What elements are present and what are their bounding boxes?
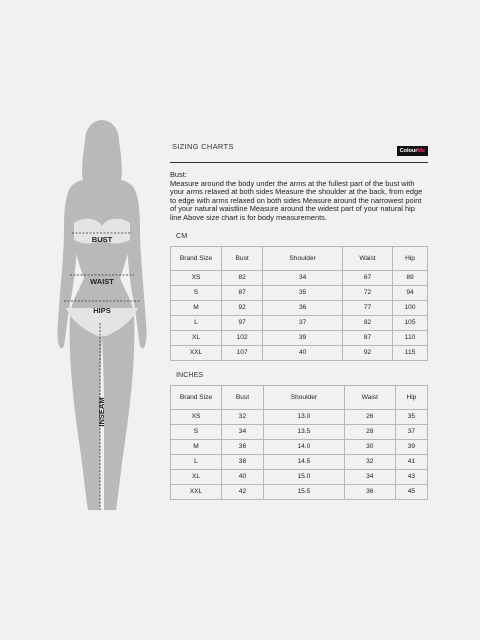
- column-header: Brand Size: [171, 385, 222, 409]
- table-cell: 26: [344, 409, 395, 424]
- table-cell: 39: [263, 330, 343, 345]
- table-cell: 115: [393, 345, 428, 360]
- table-cell: 36: [344, 484, 395, 499]
- table-row: [171, 270, 428, 285]
- table-cell: 45: [395, 484, 427, 499]
- inseam-label: INSEAM: [97, 397, 106, 427]
- instructions-label: Bust:: [170, 170, 187, 179]
- table-cell: 28: [344, 424, 395, 439]
- column-header: Shoulder: [263, 246, 343, 270]
- table-cell: 34: [222, 424, 264, 439]
- table-cell: 38: [222, 454, 264, 469]
- table-cell: 13.5: [263, 424, 344, 439]
- table-cell: XL: [171, 330, 222, 345]
- table-cell: 13.0: [263, 409, 344, 424]
- table-cell: 82: [342, 315, 392, 330]
- column-header: Hip: [395, 385, 427, 409]
- table-cell: 14.0: [263, 439, 344, 454]
- table-header-row: [171, 385, 428, 409]
- cm-size-table: [170, 246, 428, 361]
- table-cell: L: [171, 454, 222, 469]
- sizing-panel: [170, 142, 428, 500]
- table-cell: 107: [222, 345, 263, 360]
- table-cell: 34: [263, 270, 343, 285]
- logo-accent-text: Me: [417, 148, 425, 154]
- bust-label: BUST: [91, 235, 113, 244]
- table-row: [171, 300, 428, 315]
- table-cell: S: [171, 285, 222, 300]
- table-cell: 35: [263, 285, 343, 300]
- table-cell: 40: [222, 469, 264, 484]
- table-cell: 94: [393, 285, 428, 300]
- instructions-text: Measure around the body under the arms at the fullest part of the bust with your arms relaxed at both sides Measure the shoulder at the back, from edge to edge with arms relaxed on both sides Measure around the narrowest point of your natural waistline Measure around the widest part of your natural hip line Above size chart is for body measurements.: [170, 178, 423, 222]
- table-cell: 102: [222, 330, 263, 345]
- body-figure: [52, 118, 164, 518]
- table-row: [171, 484, 428, 499]
- waist-label: WAIST: [90, 277, 114, 286]
- table-cell: XXL: [171, 484, 222, 499]
- table-cell: 67: [342, 270, 392, 285]
- page-title: SIZING CHARTS: [172, 142, 234, 151]
- column-header: Brand Size: [171, 246, 222, 270]
- table-cell: 77: [342, 300, 392, 315]
- table-cell: 40: [263, 345, 343, 360]
- table-row: [171, 345, 428, 360]
- column-header: Waist: [344, 385, 395, 409]
- table-row: [171, 330, 428, 345]
- table-cell: XS: [171, 409, 222, 424]
- table-cell: 100: [393, 300, 428, 315]
- header-divider: [170, 162, 428, 163]
- table-cell: 72: [342, 285, 392, 300]
- column-header: Hip: [393, 246, 428, 270]
- cm-unit-label: CM: [176, 230, 188, 240]
- table-cell: 110: [393, 330, 428, 345]
- table-cell: 89: [393, 270, 428, 285]
- table-cell: XL: [171, 469, 222, 484]
- measurement-instructions: [170, 171, 428, 223]
- table-cell: 92: [342, 345, 392, 360]
- table-row: [171, 315, 428, 330]
- table-cell: 34: [344, 469, 395, 484]
- table-cell: 15.0: [263, 469, 344, 484]
- column-header: Bust: [222, 385, 264, 409]
- body-silhouette-illustration: [52, 118, 164, 518]
- table-row: [171, 469, 428, 484]
- header: [170, 142, 428, 156]
- table-cell: M: [171, 439, 222, 454]
- table-row: [171, 285, 428, 300]
- table-cell: 32: [222, 409, 264, 424]
- brand-logo: [397, 146, 428, 156]
- table-cell: 97: [222, 315, 263, 330]
- table-cell: 105: [393, 315, 428, 330]
- table-cell: M: [171, 300, 222, 315]
- table-cell: 39: [395, 439, 427, 454]
- table-cell: 41: [395, 454, 427, 469]
- table-cell: 42: [222, 484, 264, 499]
- table-cell: 82: [222, 270, 263, 285]
- table-cell: 36: [263, 300, 343, 315]
- table-cell: XS: [171, 270, 222, 285]
- table-row: [171, 439, 428, 454]
- table-cell: 15.5: [263, 484, 344, 499]
- table-cell: L: [171, 315, 222, 330]
- column-header: Waist: [342, 246, 392, 270]
- table-row: [171, 424, 428, 439]
- table-cell: 32: [344, 454, 395, 469]
- table-cell: XXL: [171, 345, 222, 360]
- table-cell: 30: [344, 439, 395, 454]
- table-cell: 36: [222, 439, 264, 454]
- column-header: Shoulder: [263, 385, 344, 409]
- table-cell: 43: [395, 469, 427, 484]
- inches-unit-label: INCHES: [176, 369, 204, 379]
- table-cell: 87: [222, 285, 263, 300]
- table-cell: 14.5: [263, 454, 344, 469]
- logo-text: Colour: [399, 148, 418, 154]
- table-row: [171, 409, 428, 424]
- column-header: Bust: [222, 246, 263, 270]
- table-row: [171, 454, 428, 469]
- table-cell: 87: [342, 330, 392, 345]
- table-cell: 35: [395, 409, 427, 424]
- table-header-row: [171, 246, 428, 270]
- table-cell: 92: [222, 300, 263, 315]
- inches-size-table: [170, 385, 428, 500]
- table-cell: 37: [263, 315, 343, 330]
- table-cell: 37: [395, 424, 427, 439]
- table-cell: S: [171, 424, 222, 439]
- hips-label: HIPS: [93, 306, 111, 315]
